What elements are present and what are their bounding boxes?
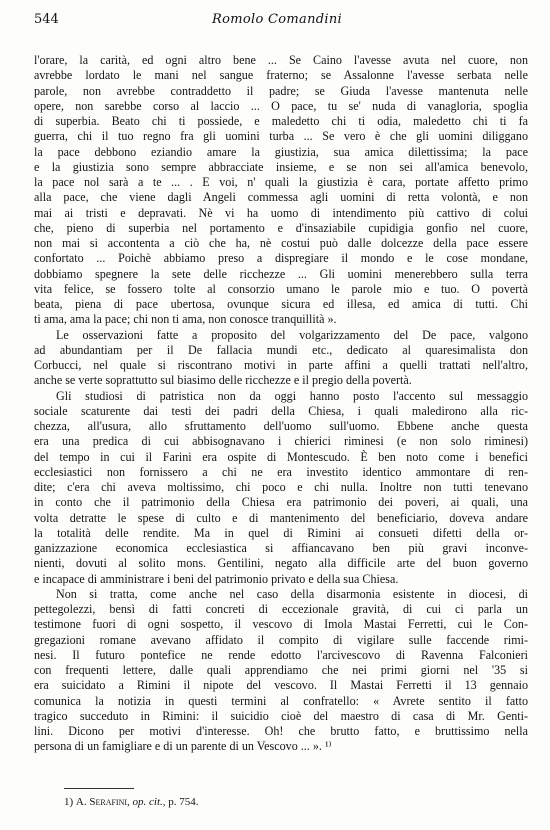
text-line: Corbucci, nel quale si riscontrano motivi in parte affini a quelli trattati nell'altro, [34, 358, 528, 372]
text-line: ecclesiastici non fornissero a chi ne era investito identico ammontare di ren- [34, 464, 528, 479]
text-line: dite; c'era chi aveva moltissimo, chi poco e chi nulla. Inoltre non tutti tenevano [34, 480, 528, 494]
text-line: anche se verte soprattutto sul biasimo delle ricchezze e il pregio della povertà. [34, 373, 412, 388]
footnote-rule [64, 788, 134, 789]
text-line: non mai si accontenta a ciò che ha, nè costui può dalle dolcezze della pace essere [34, 236, 528, 250]
paragraph [34, 53, 528, 328]
text-line: era suicidato a Rimini il nipote del vescovo. Il Mastai Ferretti il 13 gennaio [34, 678, 528, 693]
text-line: la pace debbono eziandio amare la giustizia, sua amica dilettissima; la pace [34, 144, 528, 159]
text-line: persona di un famigliare e di un parente di un Vescovo ... ». ¹⁾ [34, 739, 332, 754]
text-line: tragico succeduto in Rimini: il suicidio cioè del maestro di casa di Mr. Genti- [34, 708, 528, 723]
paragraph [34, 328, 528, 389]
text-line: avrebbe lordato le mani nel sangue fraterno; se Assalonne l'avesse serbata nelle [34, 68, 528, 83]
footnote-marker: 1) [64, 796, 74, 808]
text-line: volta detratte le spese di culto e di mantenimento del beneficiario, doveva andare [34, 510, 528, 525]
text-line: la totalità delle rendite. Ma in quel di Rimini ai consueti difetti della or- [34, 525, 528, 540]
text-line: e la giustizia sono sempre abbracciate insieme, e se non sei all'amica benevolo, [34, 159, 528, 174]
text-line: chezza, all'usura, allo sfruttamento dell'uomo sull'uomo. Ebbene anche questa [34, 419, 528, 433]
paragraph [34, 389, 528, 587]
text-line: pettegolezzi, bensì di fatti concreti di eccezionale gravità, di cui ci parla un [34, 602, 528, 616]
text-line: l'orare, la carità, ed ogni altro bene ... Se Caino l'avesse avuta nel cuore, non [34, 53, 528, 67]
text-line: che, pieno di superbia nel portamento e d'insaziabile cupidigia gonfio nel cuore, [34, 220, 528, 235]
text-line: opere, non sarebbe corso al laccio ... O pace, tu se' nuda di vanagloria, spoglia [34, 98, 528, 113]
running-title: Romolo Comandini [212, 12, 342, 27]
text-line: ad abundantiam per il De fallacia mundi etc., dedicato al quaresimalista don [34, 342, 528, 357]
paragraph [34, 587, 528, 755]
page-number: 544 [34, 12, 59, 27]
text-line: beata, piena di pace ubertosa, ovunque sicura ed illesa, ed amica di tutti. Chi [34, 297, 528, 311]
text-line: comunica la notizia in questi termini al confratello: « Avrete sentito il fatto [34, 693, 528, 708]
text-line: gregazioni romane avevano affidato il compito di vigilare sulle faccende rimi- [34, 632, 528, 647]
text-line: e incapace di amministrare i beni del patrimonio privato e della sua Chiesa. [34, 571, 399, 586]
text-line: confortato ... Poichè abbiamo preso a dispregiare il mondo e le cose mondane, [34, 251, 528, 266]
text-line: la pace nol sarà a te ... . E voi, n' quali la giustizia è cara, portate affetto primo [34, 175, 528, 189]
footnote-page: p. 754. [168, 796, 199, 808]
text-line: ti ama, ama la pace; chi non ti ama, non conosce tranquillità ». [34, 312, 337, 327]
text-line: dobbiamo spegnere la sete delle ricchezze ... Gli uomini menerebbero sulla terra [34, 266, 528, 281]
text-line: Non si tratta, come anche nel caso della disarmonia esistente in diocesi, di [56, 586, 528, 601]
text-line: parole, non avrebbe contraddetto il padre; se Giuda l'avesse mantenuta nelle [34, 83, 528, 98]
text-line: in conto che il patrimonio della Chiesa era patrimonio dei poveri, ai quali, una [34, 495, 528, 510]
text-line: del tempo in cui il Farini era ospite di Montescudo. È ben noto come i benefici [34, 449, 528, 464]
text-line: guerra, chi il tuo regno fra gli uomini turba ... Se vero è che gli uomini diliggano [34, 129, 528, 144]
text-line: alla pace, che viene dagli Angeli commessa agli uomini di retta volontà, e non [34, 190, 528, 205]
text-line: Gli studiosi di patristica non da oggi hanno posto l'accento sul messaggio [56, 388, 528, 403]
body-text [34, 53, 528, 755]
footnote [64, 796, 199, 808]
page-header [34, 12, 520, 34]
text-line: di superbia. Beato chi ti possiede, e maledetto chi ti odia, maledetto chi ti fa [34, 114, 528, 128]
footnote-author: A. Serafini, [75, 796, 130, 808]
text-line: nesi. Il futuro pontefice ne rende edotto l'arcivescovo di Ravenna Falconieri [34, 647, 528, 662]
text-line: nienti, dovuti al solito mons. Gentilini, negato alla difficile arte del buon governo [34, 556, 528, 571]
text-line: testimone fuori di ogni sospetto, il vescovo di Imola Mastai Ferretti, cui le Con- [34, 617, 528, 632]
text-line: era una predica di cui abbisognavano i chierici riminesi (e non solo riminesi) [34, 434, 528, 449]
text-line: vita felice, se fossero tolte al consorzio umano le parole mio e tuo. O povertà [34, 281, 528, 296]
text-line: sociale scaturente dai testi dei padri della Chiesa, i quali maledirono alla ric- [34, 403, 528, 418]
text-line: mai ai tristi e depravati. Nè vi ha uomo di intendimento più cattivo di colui [34, 205, 528, 220]
text-line: Le osservazioni fatte a proposito del volgarizzamento del De pace, valgono [56, 327, 528, 342]
text-line: lini. Dicono per motivi d'interesse. Oh! che brutto fatto, e bruttissimo nella [34, 724, 528, 738]
text-line: ganizzazione economica ecclesiastica si affiancavano ben più gravi inconve- [34, 541, 528, 555]
footnote-ref: op. cit., [132, 796, 166, 808]
text-line: con frequenti lettere, dalle quali apprendiamo che nei primi giorni nel '35 si [34, 663, 528, 677]
